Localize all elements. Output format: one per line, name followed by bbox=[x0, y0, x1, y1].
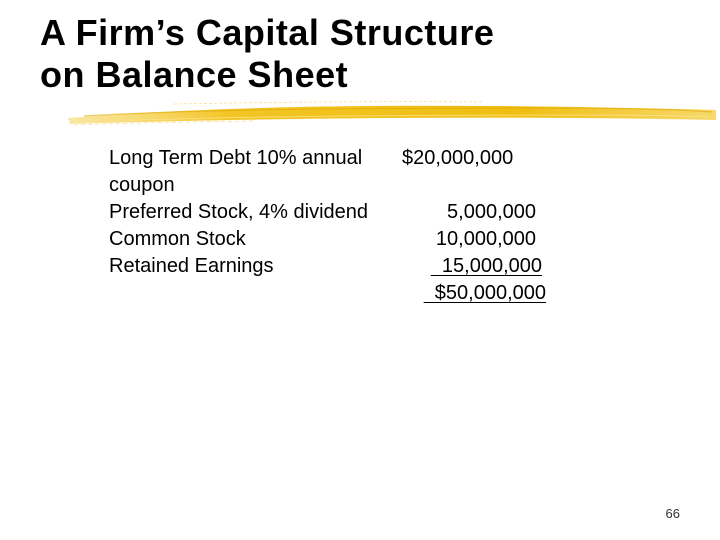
row-label: Preferred Stock, 4% dividend bbox=[109, 201, 369, 223]
total-amount: $50,000,000 bbox=[423, 282, 546, 304]
row-amount: 5,000,000 bbox=[447, 201, 536, 223]
row-amount: 15,000,000 bbox=[430, 255, 542, 277]
slide-title bbox=[40, 12, 700, 96]
row-label: Common Stock bbox=[109, 228, 246, 250]
title-underline-brush-stroke bbox=[64, 98, 720, 132]
slide-title-line-1: A Firm’s Capital Structure bbox=[40, 12, 495, 53]
row-amount: 10,000,000 bbox=[435, 228, 536, 250]
row-label: Retained Earnings bbox=[109, 255, 274, 277]
row-amount: $20,000,000 bbox=[402, 147, 514, 169]
slide-title-line-2: on Balance Sheet bbox=[40, 54, 349, 95]
row-label: coupon bbox=[109, 174, 175, 196]
page-number: 66 bbox=[665, 506, 680, 521]
row-label: Long Term Debt 10% annual bbox=[109, 147, 363, 169]
